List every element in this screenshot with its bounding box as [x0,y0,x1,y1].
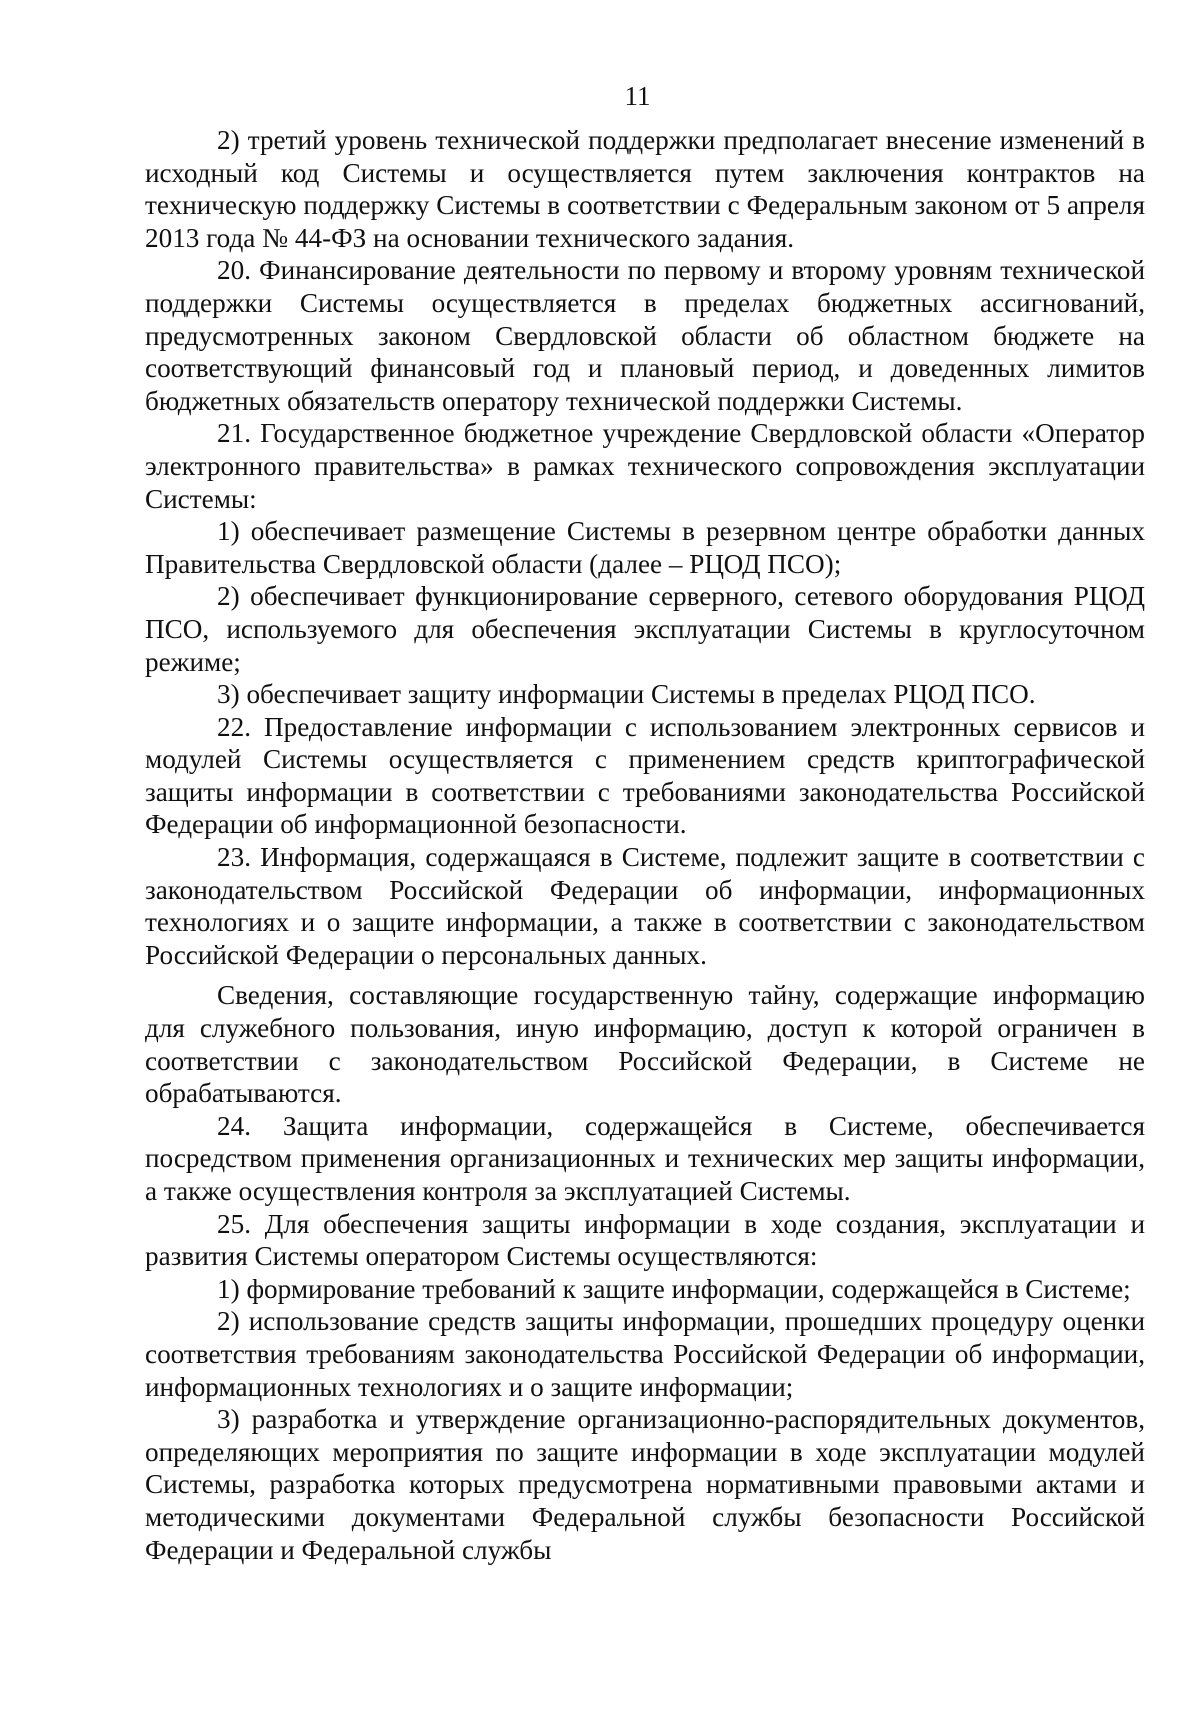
paragraph-25-item-2: 2) использование средств защиты информации, прошедших процедуру оценки соответствия требованиям законодательства Российской Федерации об информации, информационных технологиях и о защите информации; [145,1306,1145,1402]
paragraph-23-protection: 23. Информация, содержащаяся в Системе, подлежит защите в соответствии с законодательством Российской Федерации об информации, информационных технологиях и о защите информации, а также в соответствии с законодательством Российской Федерации о персональных данных. [145,842,1145,970]
paragraph-21-item-2: 2) обеспечивает функционирование серверного, сетевого оборудования РЦОД ПСО, используемого для обеспечения эксплуатации Системы в круглосуточном режиме; [145,581,1145,677]
paragraph-25-item-3: 3) разработка и утверждение организационно-распорядительных документов, определяющих мероприятия по защите информации в ходе эксплуатации модулей Системы, разработка которых предусмотрена нормативными правовыми актами и методическими документами Федеральной службы безопасности Российской Федерации и Федеральной службы [145,1404,1145,1565]
paragraph-20-financing: 20. Финансирование деятельности по первому и второму уровням технической поддержки Системы осуществляется в пределах бюджетных ассигнований, предусмотренных законом Свердловской области об областном бюджете на соответствующий финансовый год и плановый период, и доведенных лимитов бюджетных обязательств оператору технической поддержки Системы. [145,255,1145,416]
page-number: 11 [624,81,651,111]
paragraph-23-secrets: Сведения, составляющие государственную тайну, содержащие информацию для служебного пользования, иную информацию, доступ к которой ограничен в соответствии с законодательством Российской Федерации, в Системе не обрабатываются. [145,980,1145,1109]
paragraph-item-2-third-level: 2) третий уровень технической поддержки предполагает внесение изменений в исходный код Системы и осуществляется путем заключения контрактов на техническую поддержку Системы в соответствии с Федеральным законом от 5 апреля 2013 года № 44-ФЗ на основании технического задания. [145,125,1145,253]
paragraph-25-intro: 25. Для обеспечения защиты информации в ходе создания, эксплуатации и развития Системы оператором Системы осуществляются: [145,1208,1145,1272]
paragraph-21-item-3: 3) обеспечивает защиту информации Системы в пределах РЦОД ПСО. [217,679,1036,710]
paragraph-22-crypto: 22. Предоставление информации с использованием электронных сервисов и модулей Системы осуществляется с применением средств криптографической защиты информации в соответствии с требованиями законодательства Российской Федерации об информационной безопасности. [145,711,1145,840]
paragraph-21-item-1: 1) обеспечивает размещение Системы в резервном центре обработки данных Правительства Свердловской области (далее – РЦОД ПСО); [145,516,1145,579]
paragraph-24-measures: 24. Защита информации, содержащейся в Системе, обеспечивается посредством применения организационных и технических мер защиты информации, а также осуществления контроля за эксплуатацией Системы. [145,1110,1145,1206]
document-body [145,124,1145,1566]
paragraph-21-operator: 21. Государственное бюджетное учреждение Свердловской области «Оператор электронного правительства» в рамках технического сопровождения эксплуатации Системы: [145,418,1145,514]
paragraph-25-item-1: 1) формирование требований к защите информации, содержащейся в Системе; [217,1273,1131,1304]
